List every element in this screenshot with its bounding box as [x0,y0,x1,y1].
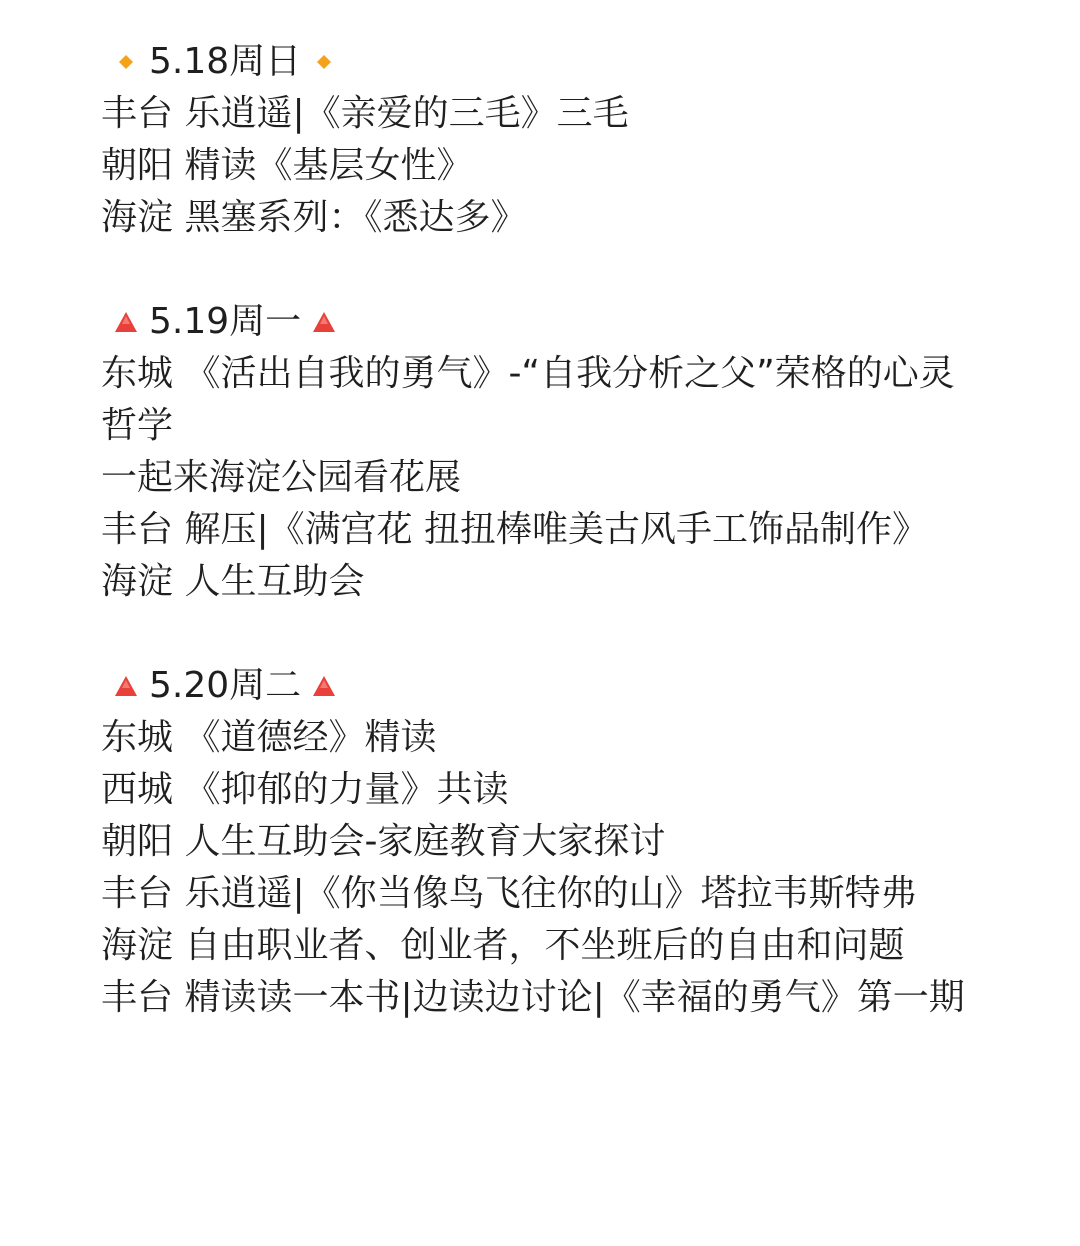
event-item: 丰台 解压|《满宫花 扭扭棒唯美古风手工饰品制作》 [101,509,929,550]
day-date: 5.20周二 [149,665,302,706]
orange-diamond-icon [311,49,337,75]
event-item: 朝阳 人生互助会-家庭教育大家探讨 [101,821,666,862]
event-item: 丰台 精读读一本书|边读边讨论|《幸福的勇气》第一期 [101,977,965,1018]
event-item: 丰台 乐逍遥|《你当像鸟飞往你的山》塔拉韦斯特弗 [101,873,917,914]
red-triangle-icon [113,673,139,699]
day-date: 5.18周日 [149,41,302,82]
event-item: 海淀 黑塞系列：《悉达多》 [101,197,527,238]
day-heading [101,296,981,348]
event-listing [101,36,981,1024]
event-item: 一起来海淀公园看花展 [101,457,462,498]
red-triangle-icon [311,309,337,335]
red-triangle-icon [113,309,139,335]
day-date: 5.19周一 [149,301,302,342]
orange-diamond-icon [113,49,139,75]
day-section-0518 [101,36,981,244]
day-heading [101,660,981,712]
event-item: 东城 《道德经》精读 [101,717,437,758]
event-item: 丰台 乐逍遥|《亲爱的三毛》三毛 [101,93,629,134]
day-heading [101,36,981,88]
event-item: 海淀 人生互助会 [101,561,365,602]
day-section-0520 [101,660,981,1024]
day-section-0519 [101,296,981,608]
event-item: 西城 《抑郁的力量》共读 [101,769,509,810]
event-item: 海淀 自由职业者、创业者，不坐班后的自由和问题 [101,925,905,966]
red-triangle-icon [311,673,337,699]
event-item: 朝阳 精读《基层女性》 [101,145,473,186]
event-item: 东城 《活出自我的勇气》-“自我分析之父”荣格的心灵哲学 [101,353,955,446]
